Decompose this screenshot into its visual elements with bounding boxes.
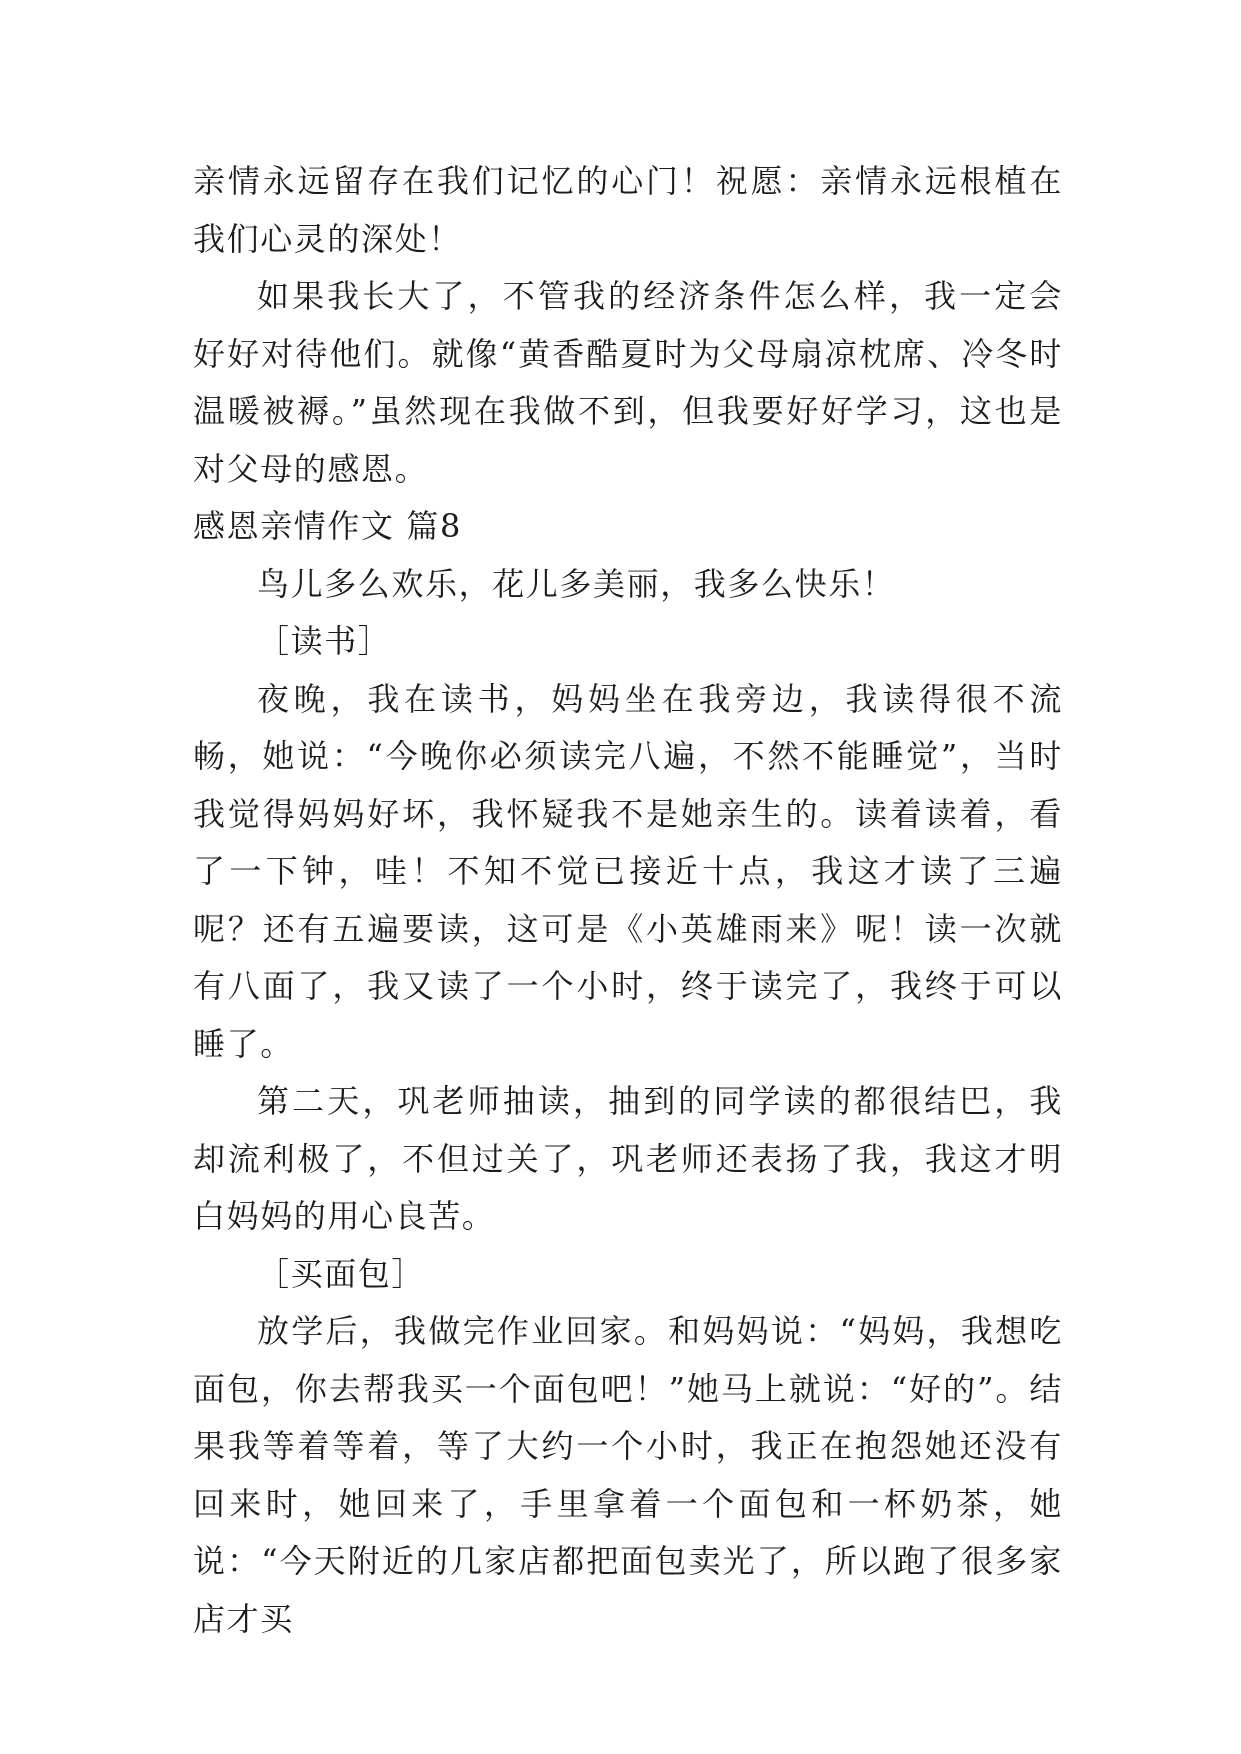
paragraph-next-day: 第二天，巩老师抽读，抽到的同学读的都很结巴，我却流利极了，不但过关了，巩老师还表扬了我，我这才明白妈妈的用心良苦。 (193, 1082, 1063, 1235)
document-body (193, 153, 1063, 1648)
paragraph-night-reading: 夜晚，我在读书，妈妈坐在我旁边，我读得很不流畅，她说：“今晚你必须读完八遍，不然不能睡觉”，当时我觉得妈妈好坏，我怀疑我不是她亲生的。读着读着，看了一下钟，哇！不知不觉已接近十点，我这才读了三遍呢？还有五遍要读，这可是《小英雄雨来》呢！读一次就有八面了，我又读了一个小时，终于读完了，我终于可以睡了。 (193, 679, 1063, 1063)
paragraph-birds: 鸟儿多么欢乐，花儿多美丽，我多么快乐！ (257, 564, 896, 603)
paragraph-continuation: 亲情永远留存在我们记忆的心门！祝愿：亲情永远根植在我们心灵的深处！ (193, 162, 1063, 258)
subtitle-buy-bread: ［买面包］ (257, 1254, 426, 1293)
subtitle-reading: ［读书］ (257, 622, 392, 660)
paragraph-after-school: 放学后，我做完作业回家。和妈妈说：“妈妈，我想吃面包，你去帮我买一个面包吧！”她马上就说：“好的”。结果我等着等着，等了大约一个小时，我正在抱怨她还没有回来时，她回来了，手里拿着一个面包和一杯奶茶，她说：“今天附近的几家店都把面包卖光了，所以跑了很多家店才买 (193, 1312, 1063, 1638)
section-heading: 感恩亲情作文 篇8 (193, 507, 462, 545)
paragraph-grow-up: 如果我长大了，不管我的经济条件怎么样，我一定会好好对待他们。就像“黄香酷夏时为父母扇凉枕席、冷冬时温暖被褥。”虽然现在我做不到，但我要好好学习，这也是对父母的感恩。 (193, 277, 1063, 488)
